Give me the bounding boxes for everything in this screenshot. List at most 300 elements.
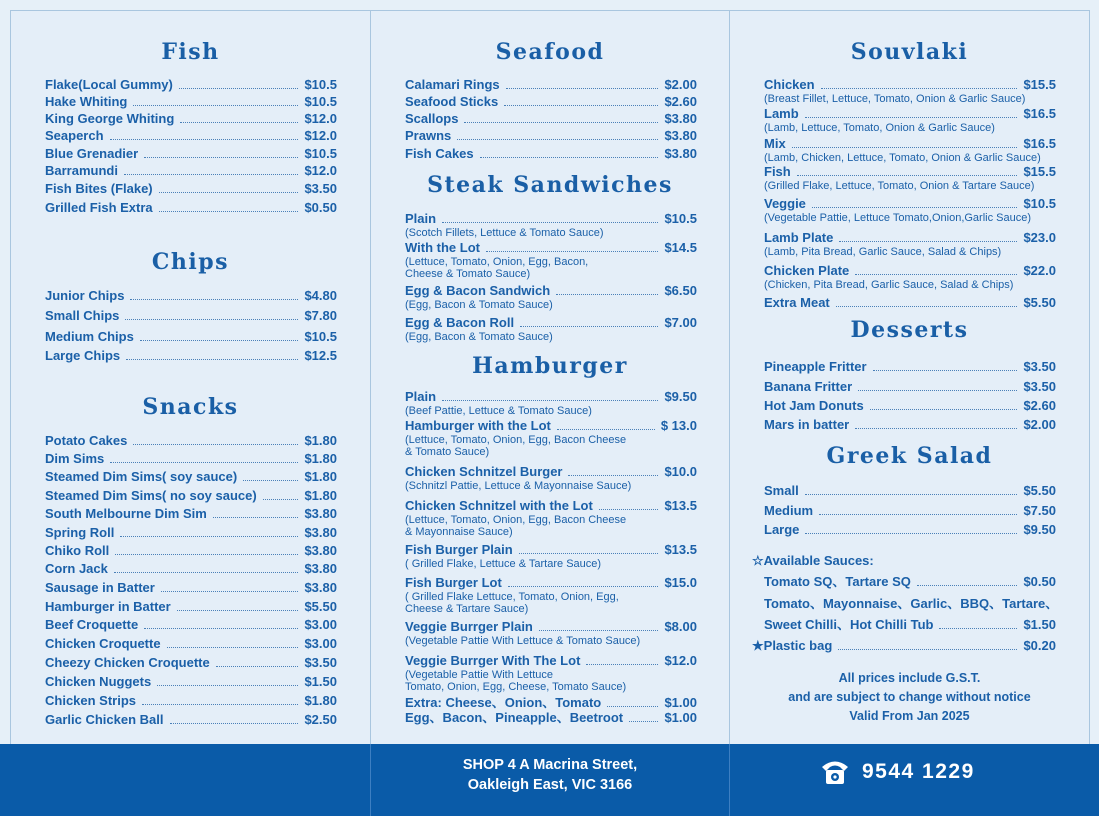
item-name: Fish Bites (Flake) [45,181,153,196]
menu-item [764,263,1056,291]
item-description: (Vegetable Pattie With Lettuce & Tomato Sauce) [405,635,641,647]
item-name: Plain [405,389,437,404]
address-line-1: SHOP 4 A Macrina Street, [462,757,638,773]
item-name: Steamed Dim Sims( soy sauce) [45,469,238,484]
item-price: $3.80 [304,561,337,576]
item-price: $22.0 [1023,263,1056,278]
menu-item [405,77,697,93]
item-price: $1.80 [304,469,337,484]
menu-item [45,599,337,615]
dot-leader [812,207,1018,208]
dot-leader [263,499,299,500]
menu-item [45,288,337,304]
dot-leader [805,494,1018,495]
notice-valid: Valid From Jan 2025 [849,709,970,723]
dot-leader [133,105,298,106]
menu-column-left [10,10,371,745]
item-price: $2.60 [1023,398,1056,413]
dot-leader [870,409,1018,410]
item-description: (Lamb, Lettuce, Tomato, Onion & Garlic Sauce) [764,122,995,134]
menu-item [45,77,337,93]
item-name: Fish Burger Plain [405,542,513,557]
item-price: $7.00 [664,315,697,330]
dot-leader [855,428,1017,429]
menu-item [45,712,337,728]
item-description: (Lettuce, Tomato, Onion, Egg, Bacon, Cheese & Tomato Sauce) [405,256,589,280]
item-name: Beef Croquette [45,617,139,632]
dot-leader [873,370,1018,371]
menu-item [405,710,697,726]
item-name: ★Plastic bag [752,638,833,653]
item-price: $5.50 [1023,483,1056,498]
item-name: Chiko Roll [45,543,110,558]
dot-leader [213,517,299,518]
dot-leader [797,175,1018,176]
menu-item [45,308,337,324]
item-name: Sweet Chilli、Hot Chilli Tub [764,617,934,632]
item-price: $ 13.0 [660,418,697,433]
menu-item [45,111,337,127]
item-price: $2.50 [304,712,337,727]
menu-item [45,469,337,485]
item-price: $0.50 [304,200,337,215]
item-name: Veggie [764,196,806,211]
item-price: $8.00 [664,619,697,634]
menu-item [405,111,697,127]
item-description: (Egg, Bacon & Tomato Sauce) [405,331,553,343]
item-name: Mars in batter [764,417,850,432]
item-price: $3.50 [1023,379,1056,394]
item-name: Egg、Bacon、Pineapple、Beetroot [405,710,624,725]
item-name: Chicken Nuggets [45,674,152,689]
item-price: $3.80 [664,111,697,126]
menu-item [45,525,337,541]
item-name: Egg & Bacon Roll [405,315,515,330]
menu-item [764,483,1056,499]
menu-item [764,164,1056,192]
dot-leader [142,704,298,705]
menu-item [405,542,697,570]
item-name: Chicken Strips [45,693,137,708]
item-name: Garlic Chicken Ball [45,712,164,727]
menu-item [764,574,1056,590]
item-name: Banana Fritter [764,379,853,394]
dot-leader [520,326,658,327]
item-price: $3.80 [304,580,337,595]
dot-leader [110,139,299,140]
item-name: South Melbourne Dim Sim [45,506,207,521]
menu-item [405,498,697,538]
item-name: Veggie Burrger With The Lot [405,653,581,668]
dot-leader [133,444,298,445]
dot-leader [159,192,299,193]
item-price: $5.50 [1023,295,1056,310]
item-price: $12.0 [304,111,337,126]
notice-gst: All prices include G.S.T. [838,671,981,685]
item-price: $0.50 [1023,574,1056,589]
item-price: $15.5 [1023,77,1056,92]
menu-item [405,211,697,239]
menu-item [45,506,337,522]
item-name: Veggie Burrger Plain [405,619,533,634]
item-price: $1.80 [304,433,337,448]
item-price: $1.80 [304,693,337,708]
menu-item [45,561,337,577]
dot-leader [179,88,299,89]
item-name: Extra Meat [764,295,830,310]
menu-item [405,283,697,311]
menu-item [764,379,1056,395]
dot-leader [216,666,299,667]
item-price: $12.5 [304,348,337,363]
item-name: Lamb Plate [764,230,834,245]
menu-item [764,136,1056,164]
item-name: Fish Burger Lot [405,575,502,590]
footer-divider [729,744,730,816]
item-price: $1.00 [664,710,697,725]
dot-leader [792,147,1018,148]
dot-leader [805,117,1018,118]
sauces-heading: ☆Available Sauces: [752,553,874,568]
item-name: Calamari Rings [405,77,500,92]
dot-leader [157,685,298,686]
item-description: (Grilled Flake, Lettuce, Tomato, Onion & Tartare Sauce) [764,180,1035,192]
dot-leader [858,390,1017,391]
menu-item [45,200,337,216]
dot-leader [855,274,1017,275]
item-price: $1.80 [304,488,337,503]
dot-leader [177,610,299,611]
dot-leader [480,157,659,158]
item-price: $1.00 [664,695,697,710]
item-name: Small Chips [45,308,120,323]
item-price: $12.0 [304,128,337,143]
phone-number[interactable] [820,758,975,786]
menu-item [764,77,1056,105]
menu-item [405,146,697,162]
item-name: Cheezy Chicken Croquette [45,655,210,670]
menu-item [405,695,697,711]
dot-leader [140,340,299,341]
item-name: Mix [764,136,786,151]
dot-leader [568,475,658,476]
item-name: Grilled Fish Extra [45,200,153,215]
item-description: (Lamb, Chicken, Lettuce, Tomato, Onion & Garlic Sauce) [764,152,1041,164]
menu-item [764,617,1056,633]
item-name: Small [764,483,799,498]
item-price: $10.5 [664,211,697,226]
hamburger-heading: Hamburger [472,353,628,379]
item-name: Corn Jack [45,561,108,576]
menu-item [405,653,697,693]
dot-leader [167,647,299,648]
menu-item [45,348,337,364]
item-price: $7.50 [1023,503,1056,518]
item-price: $9.50 [1023,522,1056,537]
menu-item [45,674,337,690]
item-description: (Lettuce, Tomato, Onion, Egg, Bacon Cheese & Tomato Sauce) [405,434,627,458]
item-name: Steamed Dim Sims( no soy sauce) [45,488,257,503]
seafood-heading: Seafood [495,39,605,65]
menu-item [45,329,337,345]
item-description: ( Grilled Flake, Lettuce & Tartare Sauce) [405,558,602,570]
menu-item [405,389,697,417]
menu-item [405,575,697,615]
item-price: $10.5 [304,94,337,109]
dot-leader [161,591,299,592]
telephone-icon [820,758,850,786]
item-name: Sausage in Batter [45,580,155,595]
dot-leader [170,723,299,724]
item-description: (Lamb, Pita Bread, Garlic Sauce, Salad & Chips) [764,246,1002,258]
item-price: $6.50 [664,283,697,298]
item-name: Chicken Schnitzel with the Lot [405,498,593,513]
dot-leader [839,241,1017,242]
shop-address [380,755,720,795]
menu-item [45,655,337,671]
menu-item [45,543,337,559]
menu-item [764,230,1056,258]
item-name: Potato Cakes [45,433,128,448]
item-price: $2.00 [1023,417,1056,432]
menu-item [45,617,337,633]
item-name: Tomato SQ、Tartare SQ [764,574,911,589]
item-price: $3.80 [304,543,337,558]
item-price: $10.5 [1023,196,1056,211]
menu-item [764,295,1056,311]
dot-leader [508,586,659,587]
menu-item [764,398,1056,414]
item-name: Medium [764,503,814,518]
dot-leader [557,429,655,430]
dot-leader [506,88,659,89]
dot-leader [629,721,658,722]
dot-leader [836,306,1018,307]
item-name: With the Lot [405,240,480,255]
dot-leader [519,553,659,554]
dot-leader [125,319,298,320]
menu-item [45,433,337,449]
item-name: Hamburger in Batter [45,599,171,614]
dot-leader [120,536,298,537]
item-name: Seaperch [45,128,104,143]
item-name: Hake Whiting [45,94,128,109]
item-name: Flake(Local Gummy) [45,77,173,92]
dot-leader [607,706,658,707]
item-name: Chicken Plate [764,263,850,278]
dot-leader [539,630,659,631]
item-price: $2.60 [664,94,697,109]
item-price: $3.50 [304,655,337,670]
item-name: Hamburger with the Lot [405,418,551,433]
phone-number-text: 9544 1229 [862,760,975,783]
dot-leader [180,122,298,123]
item-description: (Vegetable Pattie, Lettuce Tomato,Onion,Garlic Sauce) [764,212,1032,224]
dot-leader [144,628,298,629]
item-price: $10.5 [304,146,337,161]
greek-salad-heading: Greek Salad [826,443,993,469]
item-price: $3.50 [1023,359,1056,374]
footer-divider [370,744,371,816]
item-name: Chicken [764,77,815,92]
menu-item [764,522,1056,538]
menu-item [45,693,337,709]
dot-leader [243,480,298,481]
menu-item [764,196,1056,224]
menu-item [45,128,337,144]
menu-item [45,181,337,197]
item-name: Tomato、Mayonnaise、Garlic、BBQ、Tartare、 [764,596,1059,611]
menu-item [764,503,1056,519]
item-price: $3.00 [304,636,337,651]
item-price: $23.0 [1023,230,1056,245]
item-name: Egg & Bacon Sandwich [405,283,551,298]
dot-leader [457,139,658,140]
item-name: Chicken Croquette [45,636,161,651]
item-price: $3.80 [304,506,337,521]
dot-leader [126,359,298,360]
item-name: Scallops [405,111,459,126]
menu-item [764,417,1056,433]
item-name: Dim Sims [45,451,105,466]
item-name: Fish Cakes [405,146,474,161]
menu-item [764,596,1059,612]
item-price: $10.5 [304,77,337,92]
item-price: $13.5 [664,498,697,513]
item-name: Large [764,522,800,537]
item-name: Hot Jam Donuts [764,398,864,413]
item-description: (Vegetable Pattie With Lettuce Tomato, Onion, Egg, Cheese, Tomato Sauce) [405,669,627,693]
menu-item [45,146,337,162]
item-price: $14.5 [664,240,697,255]
chips-heading: Chips [151,249,230,275]
item-name: Spring Roll [45,525,115,540]
item-price: $1.50 [304,674,337,689]
steak-heading: Steak Sandwiches [427,172,673,198]
dot-leader [442,400,658,401]
fish-heading: Fish [161,39,220,65]
dot-leader [124,174,298,175]
menu-column-right [729,10,1090,745]
dot-leader [464,122,658,123]
item-name: Junior Chips [45,288,125,303]
item-price: $10.5 [304,329,337,344]
dot-leader [939,628,1017,629]
dot-leader [819,514,1017,515]
item-price: $3.80 [664,128,697,143]
item-price: $15.5 [1023,164,1056,179]
menu-item [405,464,697,492]
item-name: Blue Grenadier [45,146,139,161]
menu-item [405,128,697,144]
menu-item [764,106,1056,134]
dot-leader [586,664,658,665]
item-description: (Egg, Bacon & Tomato Sauce) [405,299,553,311]
item-description: (Scotch Fillets, Lettuce & Tomato Sauce) [405,227,604,239]
menu-item [405,619,697,647]
item-price: $13.5 [664,542,697,557]
item-description: (Lettuce, Tomato, Onion, Egg, Bacon Cheese & Mayonnaise Sauce) [405,514,627,538]
item-price: $3.80 [664,146,697,161]
item-price: $9.50 [664,389,697,404]
item-price: $12.0 [304,163,337,178]
menu-item [45,94,337,110]
item-description: (Schnitzl Pattie, Lettuce & Mayonnaise Sauce) [405,480,632,492]
menu-item [45,636,337,652]
item-description: (Breast Fillet, Lettuce, Tomato, Onion & Garlic Sauce) [764,93,1026,105]
item-name: Fish [764,164,791,179]
item-price: $3.00 [304,617,337,632]
item-name: Medium Chips [45,329,134,344]
item-price: $12.0 [664,653,697,668]
item-name: Pineapple Fritter [764,359,867,374]
dot-leader [442,222,658,223]
dot-leader [115,554,298,555]
dot-leader [144,157,298,158]
desserts-heading: Desserts [850,317,969,343]
item-price: $10.0 [664,464,697,479]
address-line-2: Oakleigh East, VIC 3166 [467,777,633,793]
item-price: $3.50 [304,181,337,196]
dot-leader [917,585,1018,586]
item-price: $5.50 [304,599,337,614]
dot-leader [805,533,1017,534]
item-price: $16.5 [1023,106,1056,121]
menu-item [405,418,697,458]
item-price: $15.0 [664,575,697,590]
item-name: King George Whiting [45,111,175,126]
menu-item [45,451,337,467]
dot-leader [556,294,658,295]
item-name: Extra: Cheese、Onion、Tomato [405,695,602,710]
item-name: Lamb [764,106,799,121]
menu-item [405,94,697,110]
souvlaki-heading: Souvlaki [850,39,969,65]
dot-leader [821,88,1018,89]
menu-item [752,638,1056,654]
dot-leader [114,572,299,573]
item-description: (Chicken, Pita Bread, Garlic Sauce, Salad & Chips) [764,279,1014,291]
item-name: Seafood Sticks [405,94,499,109]
menu-item [764,359,1056,375]
menu-item [405,240,697,280]
item-name: Barramundi [45,163,118,178]
item-price: $1.80 [304,451,337,466]
item-description: ( Grilled Flake Lettuce, Tomato, Onion, Egg, Cheese & Tartare Sauce) [405,591,619,615]
snacks-heading: Snacks [142,394,239,420]
item-name: Plain [405,211,437,226]
item-price: $3.80 [304,525,337,540]
item-name: Prawns [405,128,452,143]
dot-leader [599,509,659,510]
item-price: $1.50 [1023,617,1056,632]
item-name: Large Chips [45,348,121,363]
menu-item [45,488,337,504]
dot-leader [130,299,298,300]
dot-leader [110,462,298,463]
menu-item [405,315,697,343]
dot-leader [838,649,1017,650]
item-price: $0.20 [1023,638,1056,653]
notice-change: and are subject to change without notice [788,690,1031,704]
dot-leader [504,105,658,106]
dot-leader [159,211,299,212]
dot-leader [486,251,658,252]
menu-item [45,163,337,179]
item-price: $16.5 [1023,136,1056,151]
item-description: (Beef Pattie, Lettuce & Tomato Sauce) [405,405,592,417]
menu-item [45,580,337,596]
